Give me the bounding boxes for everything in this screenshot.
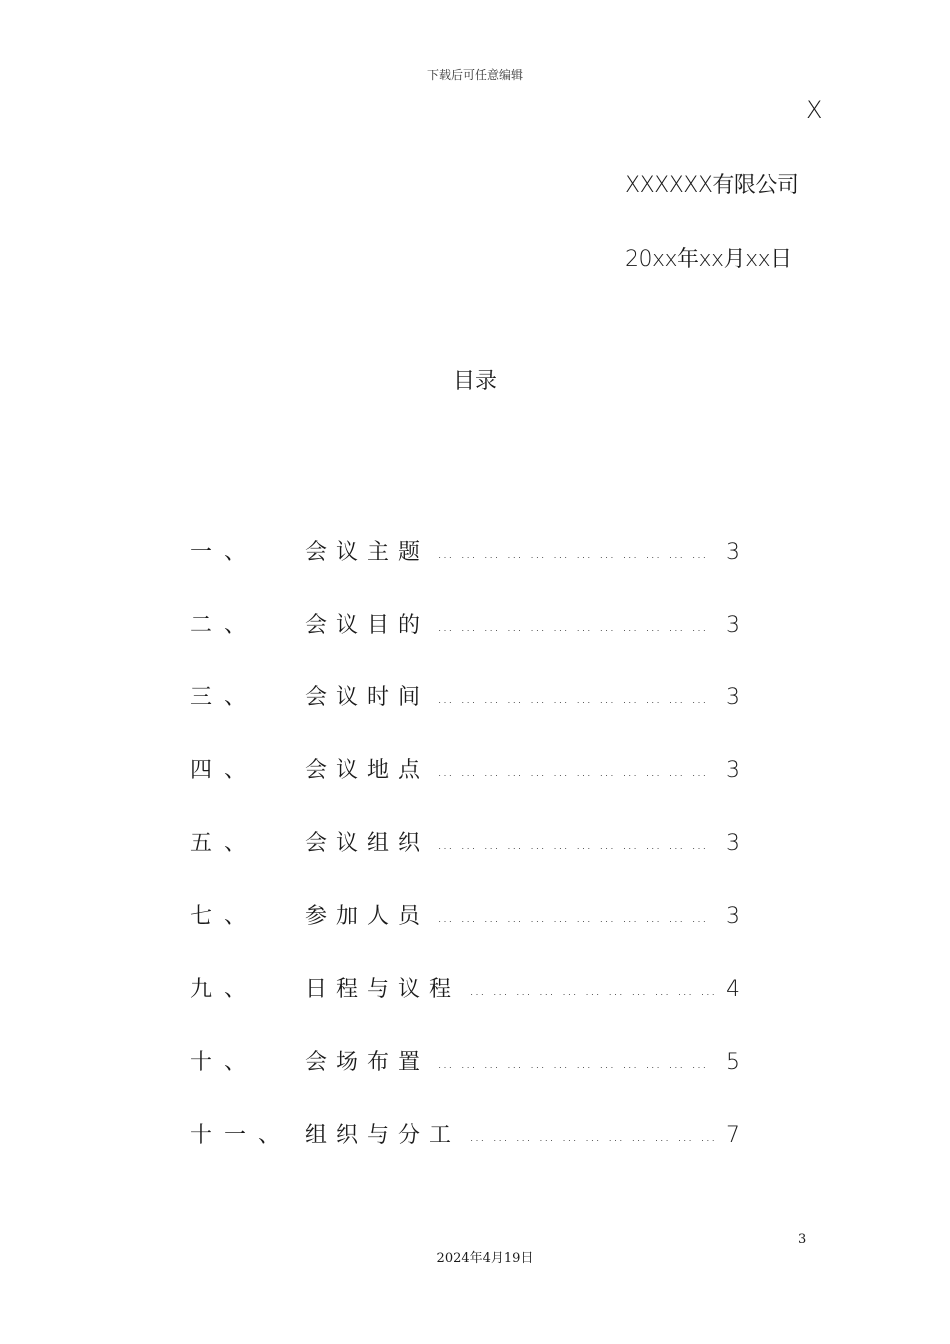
toc-entry-leader: … … … … … … … … … … … xyxy=(469,980,717,999)
toc-entry-leader: … … … … … … … … … … … … xyxy=(437,1053,708,1072)
toc-entry[interactable] xyxy=(190,609,750,643)
toc-entry-title: 会议组织 xyxy=(305,831,430,856)
toc-title: 目录 xyxy=(452,369,497,394)
toc-entry-leader: … … … … … … … … … … … … xyxy=(437,834,708,853)
toc-entry-title: 会议主题 xyxy=(305,540,430,565)
toc-entry-title: 会议时间 xyxy=(305,685,430,710)
toc-entry-leader: … … … … … … … … … … … … xyxy=(437,688,708,707)
toc-entry-leader: … … … … … … … … … … … … xyxy=(437,907,708,926)
toc-entry-title: 会场布置 xyxy=(305,1050,430,1075)
header-note: 下载后可任意编辑 xyxy=(426,68,523,82)
toc-entry-title: 日程与议程 xyxy=(305,977,461,1002)
toc-entry[interactable] xyxy=(190,973,750,1007)
toc-entry-page: 3 xyxy=(726,758,740,783)
toc-entry-number: 五、 xyxy=(190,831,259,856)
company-name: XXXXXX有限公司 xyxy=(625,173,799,198)
toc-entry-number: 七、 xyxy=(190,904,259,929)
toc-entry[interactable] xyxy=(190,754,750,788)
toc-entry-leader: … … … … … … … … … … … … xyxy=(437,761,708,780)
toc-entry-title: 会议目的 xyxy=(305,613,430,638)
toc-entry-number: 一、 xyxy=(190,540,259,565)
toc-entry[interactable] xyxy=(190,536,750,570)
toc-entry-page: 5 xyxy=(726,1050,740,1075)
toc-entry-leader: … … … … … … … … … … … … xyxy=(437,616,708,635)
toc-entry[interactable] xyxy=(190,827,750,861)
footer-date: 2024年4月19日 xyxy=(436,1251,534,1266)
toc-entry-title: 会议地点 xyxy=(305,758,430,783)
toc-entry-number: 十、 xyxy=(190,1050,259,1075)
toc-entry-page: 3 xyxy=(726,831,740,856)
toc-entry-page: 7 xyxy=(726,1123,740,1148)
toc-entry-number: 九、 xyxy=(190,977,259,1002)
title-fragment-mark: X xyxy=(806,96,823,124)
toc-entry-title: 组织与分工 xyxy=(305,1123,461,1148)
toc-entry-page: 3 xyxy=(726,904,740,929)
toc-entry-leader: … … … … … … … … … … … xyxy=(469,1126,717,1145)
toc-entry-page: 3 xyxy=(726,685,740,710)
toc-entry-number: 三、 xyxy=(190,685,259,710)
toc-entry-page: 3 xyxy=(726,540,740,565)
toc-entry[interactable] xyxy=(190,900,750,934)
toc-entry-number: 二、 xyxy=(190,613,259,638)
toc-entry[interactable] xyxy=(190,1046,750,1080)
page-number: 3 xyxy=(798,1232,807,1247)
toc-entry-number: 四、 xyxy=(190,758,259,783)
toc-entry[interactable] xyxy=(190,681,750,715)
toc-entry-leader: … … … … … … … … … … … … xyxy=(437,543,708,562)
toc-entry-page: 4 xyxy=(726,977,740,1002)
toc-entry-page: 3 xyxy=(726,613,740,638)
toc-entry[interactable] xyxy=(190,1119,750,1153)
toc-entry-number: 十一、 xyxy=(190,1123,293,1148)
toc-entry-title: 参加人员 xyxy=(305,904,430,929)
document-date: 20xx年xx月xx日 xyxy=(625,247,792,272)
